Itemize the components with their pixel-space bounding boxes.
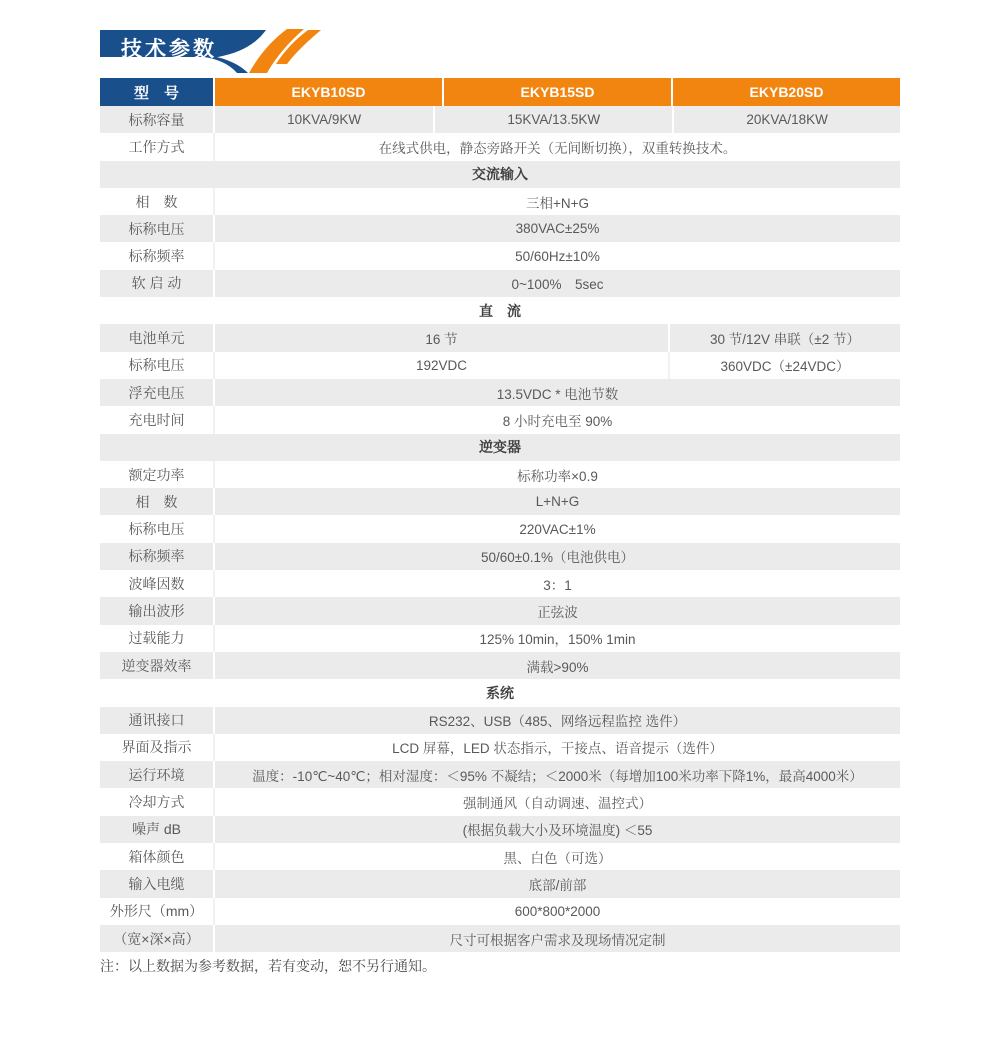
spec-row (100, 843, 900, 870)
row-value: 600*800*2000 (215, 898, 900, 925)
spec-row (100, 379, 900, 406)
spec-row (100, 188, 900, 215)
row-value: 在线式供电，静态旁路开关（无间断切换），双重转换技术。 (215, 133, 900, 160)
table-header-row (100, 78, 900, 106)
section-header-row (100, 161, 900, 188)
spec-row (100, 816, 900, 843)
row-value: 强制通风（自动调速、温控式） (215, 788, 900, 815)
spec-row (100, 242, 900, 269)
row-label: 过载能力 (100, 625, 215, 652)
spec-row (100, 570, 900, 597)
model-header-ekyb15sd: EKYB15SD (444, 78, 673, 106)
row-label: 冷却方式 (100, 788, 215, 815)
spec-row (100, 133, 900, 160)
row-value: (根据负载大小及环境温度) ＜55 (215, 816, 900, 843)
banner-title: 技术参数 (121, 38, 217, 61)
spec-row (100, 625, 900, 652)
row-label: 额定功率 (100, 461, 215, 488)
spec-row (100, 925, 900, 952)
row-value: 黒、白色（可选） (215, 843, 900, 870)
row-value: 10KVA/9KW (215, 106, 435, 133)
spec-row (100, 106, 900, 133)
row-label: 相 数 (100, 188, 215, 215)
model-header-ekyb20sd: EKYB20SD (673, 78, 900, 106)
row-value: 50/60Hz±10% (215, 242, 900, 269)
row-label: 工作方式 (100, 133, 215, 160)
section-header-row (100, 679, 900, 706)
row-value: 380VAC±25% (215, 215, 900, 242)
section-title: 系统 (100, 679, 900, 706)
section-title: 交流输入 (100, 161, 900, 188)
spec-row (100, 870, 900, 897)
spec-row (100, 270, 900, 297)
row-label: 波峰因数 (100, 570, 215, 597)
row-value: RS232、USB（485、网络远程监控 选件） (215, 707, 900, 734)
spec-row (100, 543, 900, 570)
row-value: L+N+G (215, 488, 900, 515)
row-value: 30 节/12V 串联（±2 节） (670, 324, 900, 351)
row-value: 15KVA/13.5KW (435, 106, 674, 133)
section-title: 直 流 (100, 297, 900, 324)
row-value: 192VDC (215, 352, 670, 379)
footnote: 注：以上数据为参考数据，若有变动，恕不另行通知。 (100, 958, 436, 974)
spec-row (100, 734, 900, 761)
spec-row (100, 215, 900, 242)
row-value: 50/60±0.1%（电池供电） (215, 543, 900, 570)
row-label: （宽×深×高） (100, 925, 215, 952)
row-label: 界面及指示 (100, 734, 215, 761)
row-label: 标称电压 (100, 515, 215, 542)
row-value: LCD 屏幕，LED 状态指示，干接点、语音提示（选件） (215, 734, 900, 761)
row-label: 噪声 dB (100, 816, 215, 843)
row-value: 8 小时充电至 90% (215, 406, 900, 433)
row-label: 逆变器效率 (100, 652, 215, 679)
row-value: 3：1 (215, 570, 900, 597)
spec-row (100, 515, 900, 542)
row-label: 软 启 动 (100, 270, 215, 297)
row-label: 通讯接口 (100, 707, 215, 734)
row-label: 外形尺（mm） (100, 898, 215, 925)
row-label: 运行环境 (100, 761, 215, 788)
row-label: 标称电压 (100, 352, 215, 379)
spec-row (100, 352, 900, 379)
row-label: 输出波形 (100, 597, 215, 624)
row-value: 满载>90% (215, 652, 900, 679)
section-banner (100, 24, 335, 74)
spec-row (100, 898, 900, 925)
row-value: 20KVA/18KW (674, 106, 900, 133)
section-header-row (100, 434, 900, 461)
row-value: 13.5VDC * 电池节数 (215, 379, 900, 406)
row-value: 三相+N+G (215, 188, 900, 215)
spec-table (100, 78, 900, 952)
spec-row (100, 324, 900, 351)
table-body (100, 106, 900, 952)
spec-row (100, 406, 900, 433)
row-label: 标称电压 (100, 215, 215, 242)
row-label: 箱体颜色 (100, 843, 215, 870)
row-label: 充电时间 (100, 406, 215, 433)
row-value: 220VAC±1% (215, 515, 900, 542)
section-title: 逆变器 (100, 434, 900, 461)
section-header-row (100, 297, 900, 324)
row-value: 360VDC（±24VDC） (670, 352, 900, 379)
row-label: 标称频率 (100, 242, 215, 269)
row-label: 输入电缆 (100, 870, 215, 897)
row-value: 16 节 (215, 324, 670, 351)
row-value: 125% 10min，150% 1min (215, 625, 900, 652)
row-value: 正弦波 (215, 597, 900, 624)
spec-row (100, 488, 900, 515)
spec-row (100, 652, 900, 679)
row-label: 标称频率 (100, 543, 215, 570)
row-label: 标称容量 (100, 106, 215, 133)
spec-row (100, 597, 900, 624)
row-label: 相 数 (100, 488, 215, 515)
row-value: 温度：-10℃~40℃；相对湿度：＜95% 不凝结；＜2000米（每增加100米功率下降1%，最高4000米） (215, 761, 900, 788)
row-value: 0~100% 5sec (215, 270, 900, 297)
spec-row (100, 461, 900, 488)
row-label: 电池单元 (100, 324, 215, 351)
spec-row (100, 707, 900, 734)
model-header-label: 型 号 (100, 78, 215, 106)
spec-row (100, 788, 900, 815)
row-value: 底部/前部 (215, 870, 900, 897)
spec-row (100, 761, 900, 788)
row-value: 尺寸可根据客户需求及现场情况定制 (215, 925, 900, 952)
model-header-ekyb10sd: EKYB10SD (215, 78, 444, 106)
row-label: 浮充电压 (100, 379, 215, 406)
row-value: 标称功率×0.9 (215, 461, 900, 488)
